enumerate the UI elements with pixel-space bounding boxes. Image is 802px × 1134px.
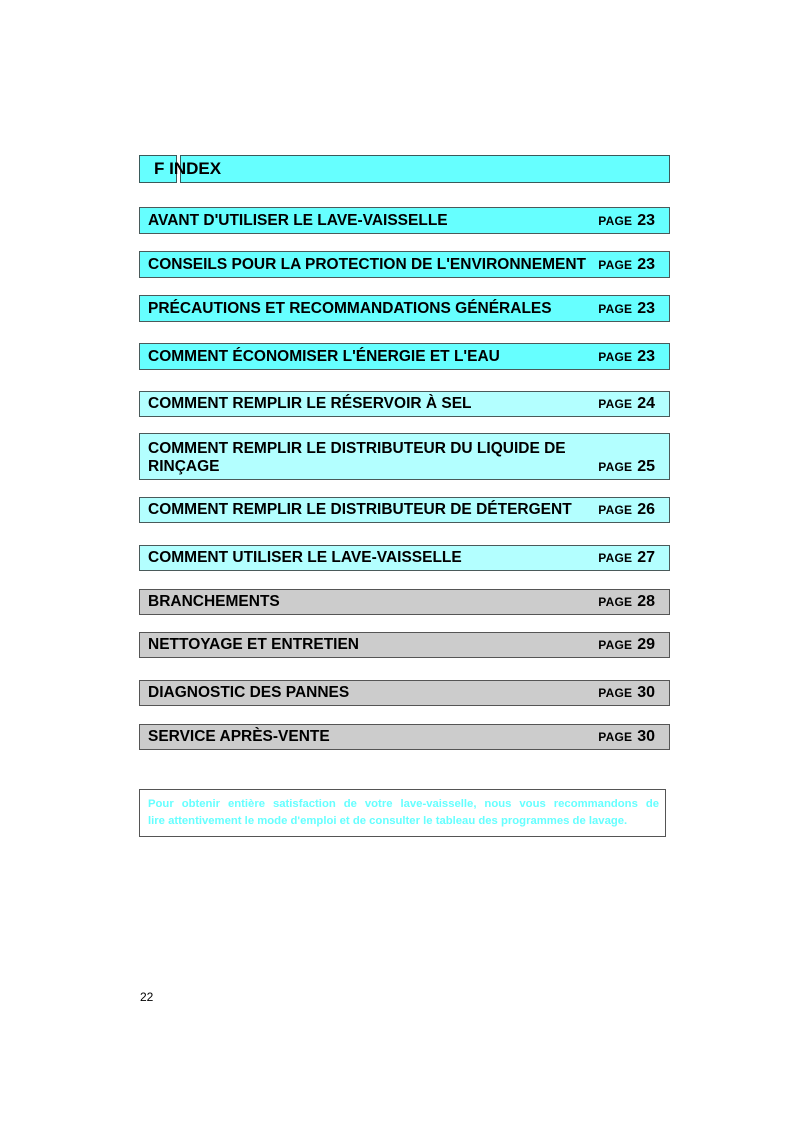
toc-entry-label: NETTOYAGE ET ENTRETIEN [148, 636, 360, 653]
toc-entry[interactable] [139, 724, 670, 750]
toc-entry[interactable] [139, 589, 670, 615]
toc-entry-label: AVANT D'UTILISER LE LAVE-VAISSELLE [148, 212, 448, 229]
note-line-1: Pour obtenir entière satisfaction de votre lave-vaisselle, nous vous recommandons de [148, 798, 659, 810]
recommendation-note [139, 789, 666, 837]
page-title: F INDEX [154, 159, 222, 178]
toc-entry-page: PAGE 26 [598, 501, 655, 518]
toc-entry[interactable] [139, 295, 670, 322]
toc-entry[interactable] [139, 632, 670, 658]
toc-entry-label: COMMENT REMPLIR LE RÉSERVOIR À SEL [148, 395, 472, 412]
toc-entry-page: PAGE 23 [598, 348, 655, 365]
toc-entry-label: COMMENT ÉCONOMISER L'ÉNERGIE ET L'EAU [148, 348, 500, 365]
header-title-box [180, 155, 670, 183]
toc-entry-page: PAGE 23 [598, 256, 655, 273]
note-line-2: lire attentivement le mode d'emploi et de consulter le tableau des programmes de lavage. [148, 815, 628, 827]
toc-entry-page: PAGE 29 [598, 636, 655, 653]
toc-entry-page: PAGE 23 [598, 300, 655, 317]
toc-entry-page: PAGE 24 [598, 395, 655, 412]
toc-entry[interactable] [139, 545, 670, 571]
toc-entry-page: PAGE 25 [598, 458, 655, 475]
toc-entry[interactable] [139, 343, 670, 370]
toc-entry-label: COMMENT UTILISER LE LAVE-VAISSELLE [148, 549, 462, 566]
toc-entry-label: CONSEILS POUR LA PROTECTION DE L'ENVIRONNEMENT [148, 256, 586, 273]
toc-entry[interactable] [139, 391, 670, 417]
toc-entry-page: PAGE 30 [598, 684, 655, 701]
toc-entry[interactable] [139, 207, 670, 234]
toc-entry-label: BRANCHEMENTS [148, 593, 280, 610]
toc-entry[interactable] [139, 433, 670, 480]
toc-entry-label: COMMENT REMPLIR LE DISTRIBUTEUR DU LIQUIDE DE RINÇAGE [148, 440, 566, 475]
toc-entry-label: SERVICE APRÈS-VENTE [148, 728, 330, 745]
toc-entry-page: PAGE 23 [598, 212, 655, 229]
toc-entry[interactable] [139, 497, 670, 523]
toc-entry-label: DIAGNOSTIC DES PANNES [148, 684, 350, 701]
page-number: 22 [140, 990, 154, 1004]
toc-entry-page: PAGE 30 [598, 728, 655, 745]
toc-entry-label: COMMENT REMPLIR LE DISTRIBUTEUR DE DÉTERGENT [148, 501, 572, 518]
toc-entry[interactable] [139, 680, 670, 706]
toc-entry-page: PAGE 28 [598, 593, 655, 610]
toc-entry[interactable] [139, 251, 670, 278]
toc-entry-page: PAGE 27 [598, 549, 655, 566]
toc-entry-label: PRÉCAUTIONS ET RECOMMANDATIONS GÉNÉRALES [148, 300, 552, 317]
